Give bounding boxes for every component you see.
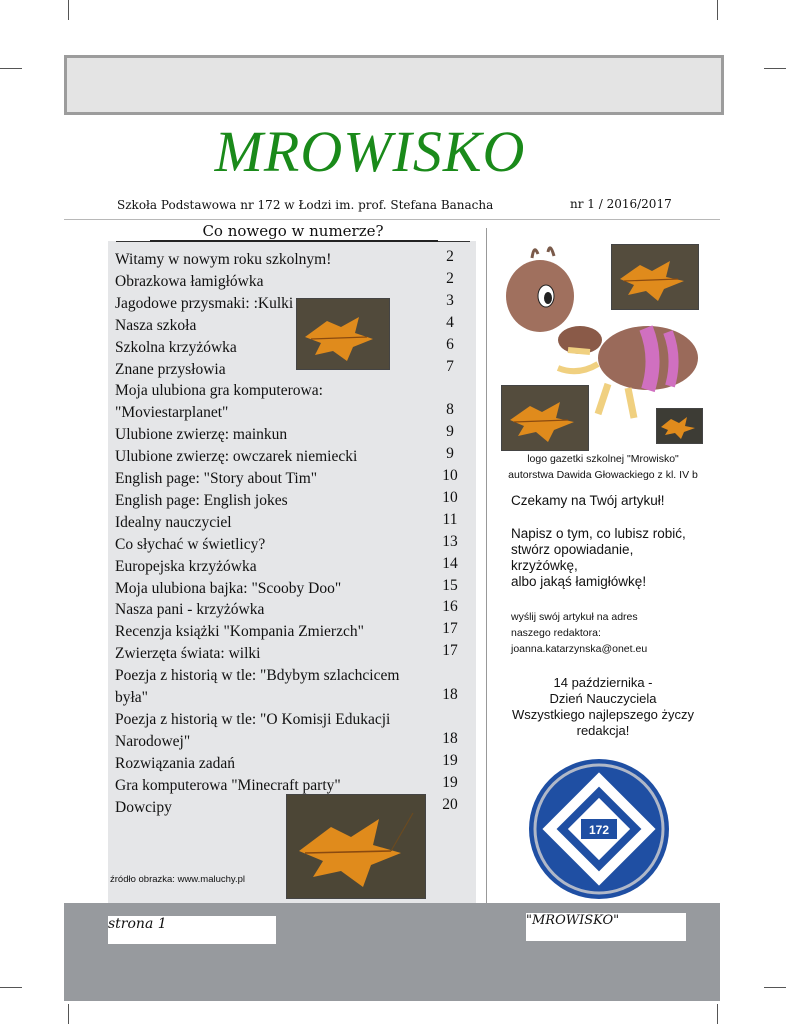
- toc-item-title: Poezja z historią w tle: "Bdybym szlachcicem: [115, 667, 400, 685]
- toc-item-title: Szkolna krzyżówka: [115, 338, 237, 356]
- toc-item-page: 17: [442, 620, 458, 638]
- autumn-leaf-image: [296, 298, 390, 370]
- toc-item-title: Znane przysłowia: [115, 360, 226, 378]
- toc-item-title: "Moviestarplanet": [115, 404, 229, 422]
- crop-mark: [717, 1004, 718, 1024]
- toc-item-title: Nasza pani - krzyżówka: [115, 601, 265, 619]
- crop-mark: [68, 1004, 69, 1024]
- toc-item-page: 10: [442, 467, 458, 484]
- cta-line: Napisz o tym, co lubisz robić,: [511, 526, 686, 541]
- crop-mark: [0, 68, 22, 69]
- toc-item-title: Witamy w nowym roku szkolnym!: [115, 251, 332, 268]
- logo-caption-author: autorstwa Dawida Głowackiego z kl. IV b: [508, 469, 698, 481]
- toc-item-title: Ulubione zwierzę: mainkun: [115, 426, 288, 444]
- toc-item-page: 14: [442, 554, 458, 572]
- greeting-line: Dzień Nauczyciela: [549, 691, 657, 706]
- masthead-title: MROWISKO: [214, 119, 526, 184]
- cta-line: krzyżówkę,: [511, 558, 578, 573]
- header-divider: [64, 219, 720, 220]
- toc-item-title: była": [115, 689, 149, 706]
- toc-item-page: 9: [446, 423, 454, 441]
- toc-item-page: 3: [446, 291, 454, 309]
- image-source-note: źródło obrazka: www.maluchy.pl: [110, 874, 245, 885]
- header-banner-box: [64, 55, 724, 115]
- greeting-line: redakcja!: [576, 723, 630, 738]
- toc-item-title: Idealny nauczyciel: [115, 513, 232, 531]
- school-name: Szkoła Podstawowa nr 172 w Łodzi im. prof. Stefana Banacha: [117, 198, 494, 212]
- toc-item-title: English page: English jokes: [115, 491, 288, 509]
- school-badge-logo: [525, 755, 673, 903]
- toc-item-title: Moja ulubiona gra komputerowa:: [115, 382, 323, 400]
- crop-mark: [717, 0, 718, 20]
- column-divider: [486, 228, 487, 904]
- autumn-leaf-image: [286, 794, 426, 899]
- toc-item-page: 20: [442, 795, 458, 813]
- toc-item-title: Zwierzęta świata: wilki: [115, 645, 261, 663]
- send-instruction: wyślij swój artykuł na adres: [511, 611, 638, 623]
- toc-item-page: 17: [442, 642, 458, 660]
- toc-item-page: 8: [446, 401, 454, 419]
- editor-email[interactable]: joanna.katarzynska@onet.eu: [511, 643, 648, 655]
- crop-mark: [68, 0, 69, 20]
- toc-item-page: 19: [442, 751, 458, 769]
- ant-logo-drawing: [498, 244, 710, 440]
- toc-item-page: 9: [446, 445, 454, 463]
- teachers-day-greeting: [496, 675, 710, 739]
- logo-caption: logo gazetki szkolnej "Mrowisko": [527, 453, 679, 465]
- toc-item-title: Co słychać w świetlicy?: [115, 535, 266, 553]
- crop-mark: [764, 68, 786, 69]
- issue-number: nr 1 / 2016/2017: [570, 197, 672, 211]
- cta-title: Czekamy na Twój artykuł!: [511, 493, 665, 508]
- toc-item-page: 2: [446, 269, 454, 287]
- toc-item-title: Narodowej": [115, 732, 191, 750]
- toc-item-page: 18: [442, 686, 458, 703]
- toc-item-page: 4: [446, 313, 454, 331]
- toc-item-title: Ulubione zwierzę: owczarek niemiecki: [115, 448, 358, 466]
- page-number-label: strona 1: [108, 916, 276, 944]
- toc-item-title: Rozwiązania zadań: [115, 754, 236, 772]
- greeting-line: 14 października -: [553, 675, 653, 690]
- toc-item-title: Obrazkowa łamigłówka: [115, 272, 264, 290]
- toc-item-page: 6: [446, 335, 454, 353]
- toc-item-page: 7: [446, 357, 454, 375]
- toc-item-title: English page: "Story about Tim": [115, 470, 318, 487]
- toc-item-title: Jagodowe przysmaki: :Kulki: [115, 294, 294, 312]
- toc-item-title: Dowcipy: [115, 798, 172, 816]
- toc-item-title: Moja ulubiona bajka: "Scooby Doo": [115, 579, 342, 597]
- toc-item-page: 18: [442, 729, 458, 747]
- toc-heading-rule: [150, 240, 438, 242]
- toc-item-page: 16: [442, 598, 458, 616]
- toc-item-page: 19: [442, 773, 458, 791]
- cta-line: stwórz opowiadanie,: [511, 542, 634, 557]
- toc-item-title: Poezja z historią w tle: "O Komisji Edukacji: [115, 710, 391, 728]
- toc-item-page: 2: [446, 248, 454, 265]
- toc-item-title: Europejska krzyżówka: [115, 557, 257, 575]
- toc-heading: Co nowego w numerze?: [116, 222, 470, 242]
- greeting-line: Wszystkiego najlepszego życzy: [511, 707, 695, 722]
- toc-item-title: Nasza szkoła: [115, 316, 197, 334]
- footer-paper-name: "MROWISKO": [526, 913, 686, 941]
- toc-item-page: 10: [442, 488, 458, 506]
- crop-mark: [764, 987, 786, 988]
- badge-number: 172: [588, 823, 610, 837]
- toc-item-page: 13: [442, 532, 458, 550]
- cta-line: albo jakąś łamigłówkę!: [511, 574, 647, 589]
- crop-mark: [0, 987, 22, 988]
- send-instruction: naszego redaktora:: [511, 627, 601, 639]
- toc-item-page: 11: [442, 510, 458, 528]
- toc-item-title: Gra komputerowa "Minecraft party": [115, 776, 341, 794]
- toc-item-page: 15: [442, 576, 458, 594]
- toc-item-title: Recenzja książki "Kompania Zmierzch": [115, 623, 364, 641]
